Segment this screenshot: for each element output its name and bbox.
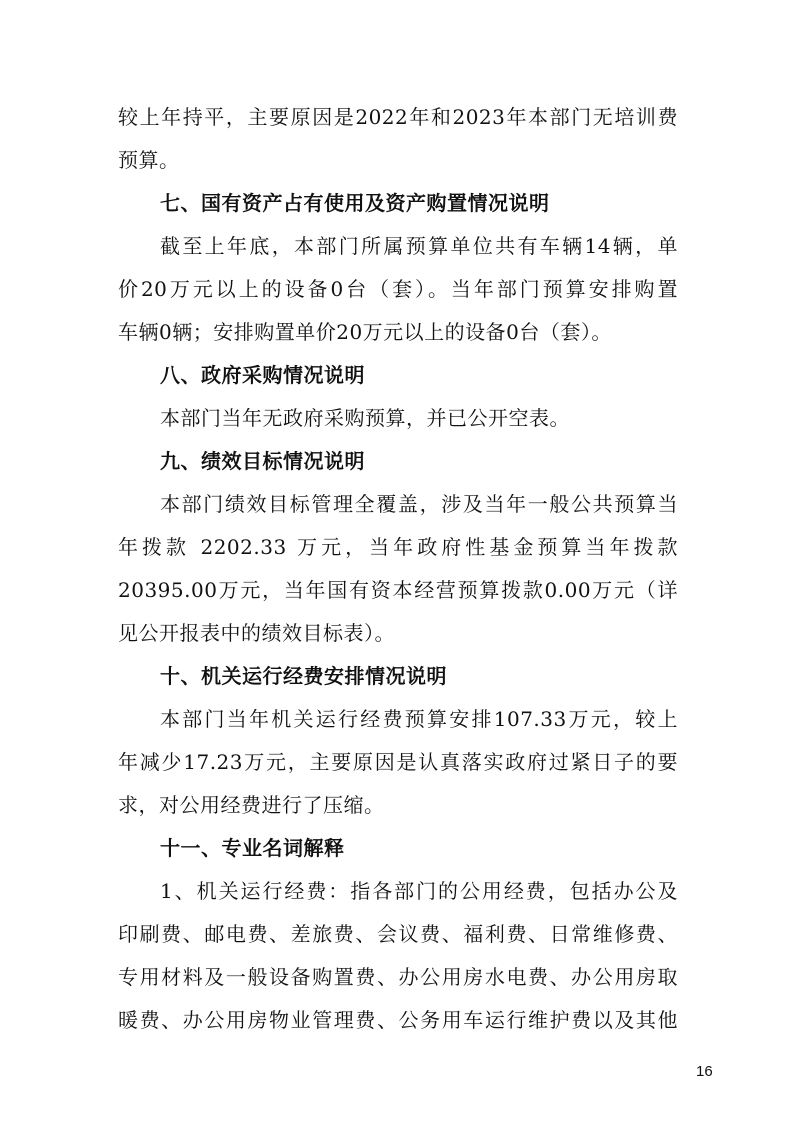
body-text-line: 截至上年底，本部门所属预算单位共有车辆14辆，单: [160, 234, 678, 258]
body-text-line: 暖费、办公用房物业管理费、公务用车运行维护费以及其他: [118, 1008, 678, 1032]
body-text-line: 求，对公用经费进行了压缩。: [118, 793, 385, 817]
body-text-line: 年拨款 2202.33 万元，当年政府性基金预算当年拨款: [118, 535, 678, 559]
body-text-line: 印刷费、邮电费、差旅费、会议费、福利费、日常维修费、: [118, 922, 678, 946]
section-heading-glossary: 十一、专业名词解释: [160, 836, 345, 860]
body-text-line: 本部门当年无政府采购预算，并已公开空表。: [160, 406, 570, 430]
body-text-line: 见公开报表中的绩效目标表）。: [118, 621, 395, 645]
body-text-line: 本部门当年机关运行经费预算安排107.33万元，较上: [160, 707, 678, 731]
body-text-line: 专用材料及一般设备购置费、办公用房水电费、办公用房取: [118, 965, 678, 989]
section-heading-operating-expenses: 十、机关运行经费安排情况说明: [160, 664, 447, 688]
body-text-line: 本部门绩效目标管理全覆盖，涉及当年一般公共预算当: [160, 492, 678, 516]
section-heading-assets: 七、国有资产占有使用及资产购置情况说明: [160, 191, 550, 215]
body-text-line: 20395.00万元，当年国有资本经营预算拨款0.00万元（详: [118, 578, 678, 602]
body-text-line: 年减少17.23万元，主要原因是认真落实政府过紧日子的要: [118, 750, 678, 774]
body-text-line: 车辆0辆；安排购置单价20万元以上的设备0台（套）。: [118, 320, 612, 344]
body-text-line: 较上年持平，主要原因是2022年和2023年本部门无培训费: [118, 105, 678, 129]
body-text-line: 价20万元以上的设备0台（套）。当年部门预算安排购置: [118, 277, 678, 301]
page-number: 16: [696, 1063, 713, 1080]
body-text-line: 1、机关运行经费：指各部门的公用经费，包括办公及: [160, 879, 678, 903]
section-heading-performance: 九、绩效目标情况说明: [160, 449, 365, 473]
body-text-line: 预算。: [118, 148, 180, 172]
section-heading-procurement: 八、政府采购情况说明: [160, 363, 365, 387]
